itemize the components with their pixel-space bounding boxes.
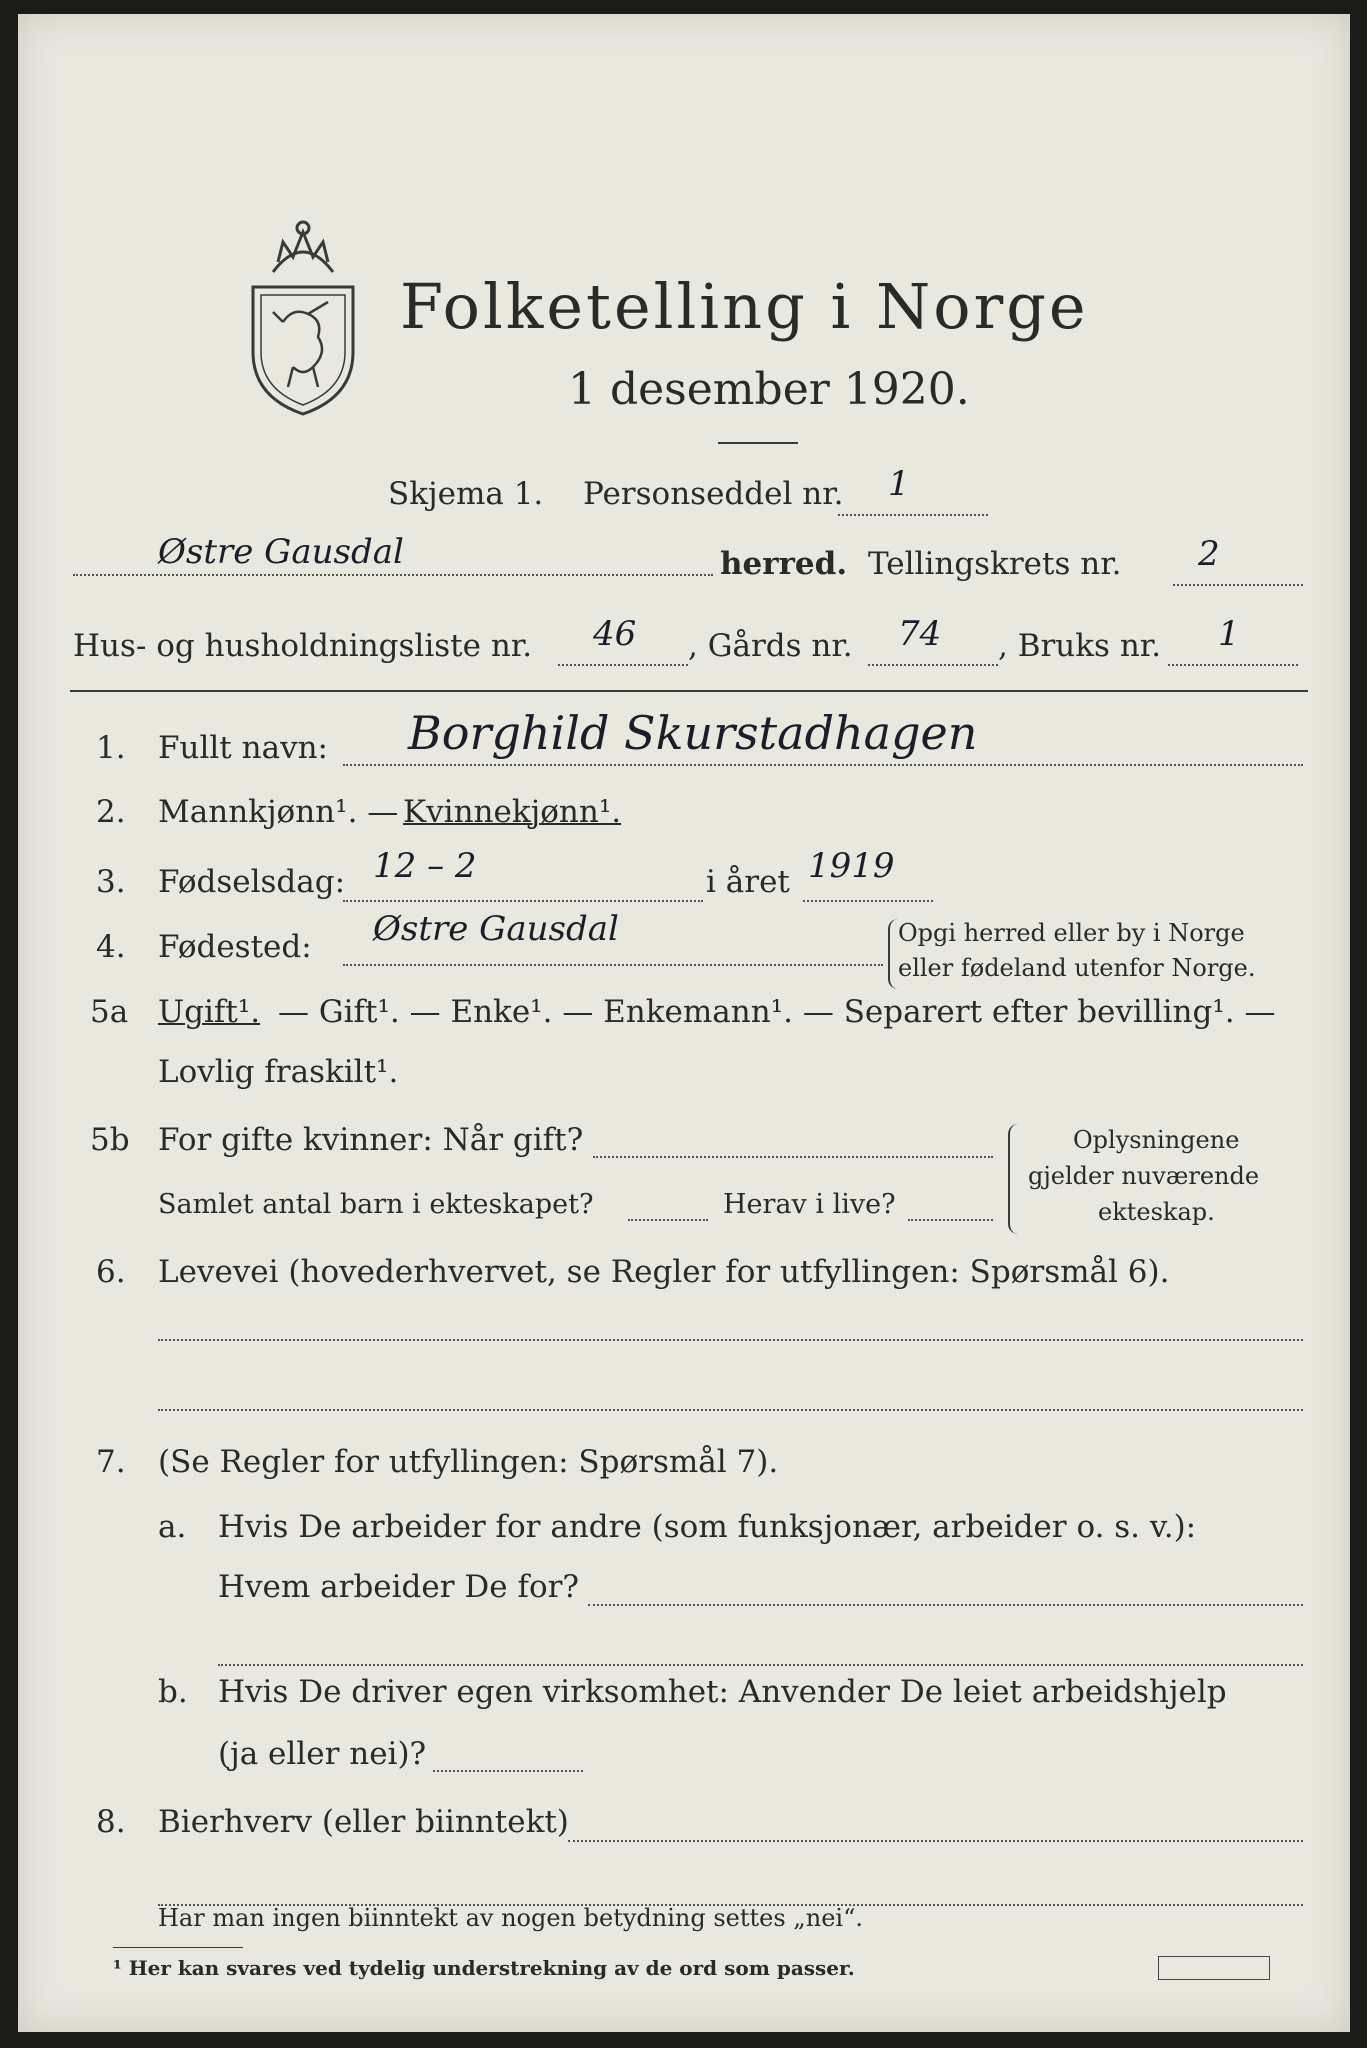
q7a-label: Hvis De arbeider for andre (som funksjonær, arbeider o. s. v.): — [218, 1509, 1197, 1545]
birth-year-value[interactable]: 1919 — [808, 846, 895, 886]
q4-number: 4. — [96, 929, 126, 965]
q7-label: (Se Regler for utfyllingen: Spørsmål 7). — [158, 1444, 779, 1480]
q7-number: 7. — [96, 1444, 126, 1480]
bruks-line — [1168, 664, 1298, 666]
hus-label: Hus- og husholdningsliste nr. — [73, 628, 533, 664]
q8-line1[interactable] — [568, 1840, 1303, 1842]
tellingskrets-label: Tellingskrets nr. — [868, 546, 1122, 582]
q6-line2[interactable] — [158, 1409, 1303, 1411]
herred-value[interactable]: Østre Gausdal — [158, 532, 404, 572]
q4-label: Fødested: — [158, 929, 312, 965]
sex-female-option[interactable]: Kvinnekjønn¹. — [403, 794, 622, 830]
bruks-value[interactable]: 1 — [1218, 614, 1240, 654]
q7a-line2[interactable] — [218, 1664, 1303, 1666]
q7b-number: b. — [158, 1674, 188, 1710]
gards-label: , Gårds nr. — [688, 628, 853, 664]
q7a-number: a. — [158, 1509, 187, 1545]
q5b-alive-label: Herav i live? — [723, 1189, 896, 1220]
q6-line1[interactable] — [158, 1339, 1303, 1341]
coat-of-arms-icon — [233, 202, 373, 422]
q7b-label: Hvis De driver egen virksomhet: Anvender De leiet arbeidshjelp — [218, 1674, 1227, 1710]
q4-note-line2: eller fødeland utenfor Norge. — [898, 954, 1256, 982]
skjema-label: Skjema 1. — [388, 476, 544, 512]
herred-label: herred. — [720, 546, 848, 582]
marital-other-options[interactable]: — Gift¹. — Enke¹. — Enkemann¹. — Separert efter bevilling¹. — — [278, 994, 1276, 1030]
q1-number: 1. — [96, 730, 126, 766]
q7b-sub-label: (ja eller nei)? — [218, 1736, 427, 1772]
q5b-note-line1: Oplysningene — [1073, 1126, 1240, 1154]
q5b-note-line3: ekteskap. — [1098, 1198, 1215, 1226]
q5b-number: 5b — [90, 1122, 130, 1158]
q5a-number: 5a — [90, 994, 129, 1030]
q5b-married-line[interactable] — [593, 1156, 993, 1158]
q6-number: 6. — [96, 1254, 126, 1290]
footnote-divider — [113, 1947, 243, 1948]
q5b-note-line2: gjelder nuværende — [1028, 1162, 1260, 1190]
biinntekt-note: Har man ingen biinntekt av nogen betydning settes „nei“. — [158, 1904, 863, 1932]
personseddel-label: Personseddel nr. — [583, 476, 844, 512]
q7a-line1[interactable] — [588, 1604, 1303, 1606]
q4-note-line1: Opgi herred eller by i Norge — [898, 919, 1245, 947]
census-date: 1 desember 1920. — [568, 364, 970, 415]
q3-label: Fødselsdag: — [158, 864, 346, 900]
tellingskrets-value[interactable]: 2 — [1198, 534, 1220, 574]
printer-stamp — [1158, 1956, 1270, 1980]
tellingskrets-line — [1173, 584, 1303, 586]
marital-fraskilt-option[interactable]: Lovlig fraskilt¹. — [158, 1054, 399, 1090]
q3-year-line — [803, 900, 933, 902]
q1-line — [343, 764, 1303, 766]
q3-number: 3. — [96, 864, 126, 900]
marital-ugift-option[interactable]: Ugift¹. — [158, 994, 261, 1030]
q3-year-label: i året — [706, 864, 790, 900]
q5b-children-line[interactable] — [628, 1219, 708, 1221]
full-name-value[interactable]: Borghild Skurstadhagen — [408, 706, 978, 760]
page-title: Folketelling i Norge — [400, 270, 1089, 343]
q4-note-brace — [888, 919, 898, 989]
gards-line — [868, 664, 998, 666]
sex-male-option[interactable]: Mannkjønn¹. — — [158, 794, 399, 830]
q3-line — [343, 900, 703, 902]
q2-number: 2. — [96, 794, 126, 830]
q1-label: Fullt navn: — [158, 730, 328, 766]
q5b-alive-line[interactable] — [908, 1219, 993, 1221]
q4-line — [343, 964, 883, 966]
birthplace-value[interactable]: Østre Gausdal — [373, 909, 619, 949]
herred-line — [73, 574, 713, 576]
census-form — [18, 14, 1350, 2032]
hus-line — [558, 664, 688, 666]
header-divider — [70, 690, 1308, 692]
bruks-label: , Bruks nr. — [998, 628, 1162, 664]
personseddel-value[interactable]: 1 — [888, 464, 910, 504]
q7b-line[interactable] — [433, 1770, 583, 1772]
q5b-children-label: Samlet antal barn i ekteskapet? — [158, 1189, 594, 1220]
footnote: ¹ Her kan svares ved tydelig understrekning av de ord som passer. — [113, 1956, 855, 1980]
q5b-note-brace — [1008, 1124, 1020, 1234]
q8-number: 8. — [96, 1804, 126, 1840]
q5b-label: For gifte kvinner: Når gift? — [158, 1122, 584, 1158]
hus-value[interactable]: 46 — [593, 614, 637, 654]
title-divider — [718, 442, 798, 444]
q6-label: Levevei (hovederhvervet, se Regler for utfyllingen: Spørsmål 6). — [158, 1254, 1170, 1290]
personseddel-line — [838, 514, 988, 516]
gards-value[interactable]: 74 — [898, 614, 942, 654]
q8-label: Bierhverv (eller biinntekt) — [158, 1804, 569, 1840]
birth-date-value[interactable]: 12 – 2 — [373, 846, 477, 886]
q7a-sub-label: Hvem arbeider De for? — [218, 1569, 580, 1605]
